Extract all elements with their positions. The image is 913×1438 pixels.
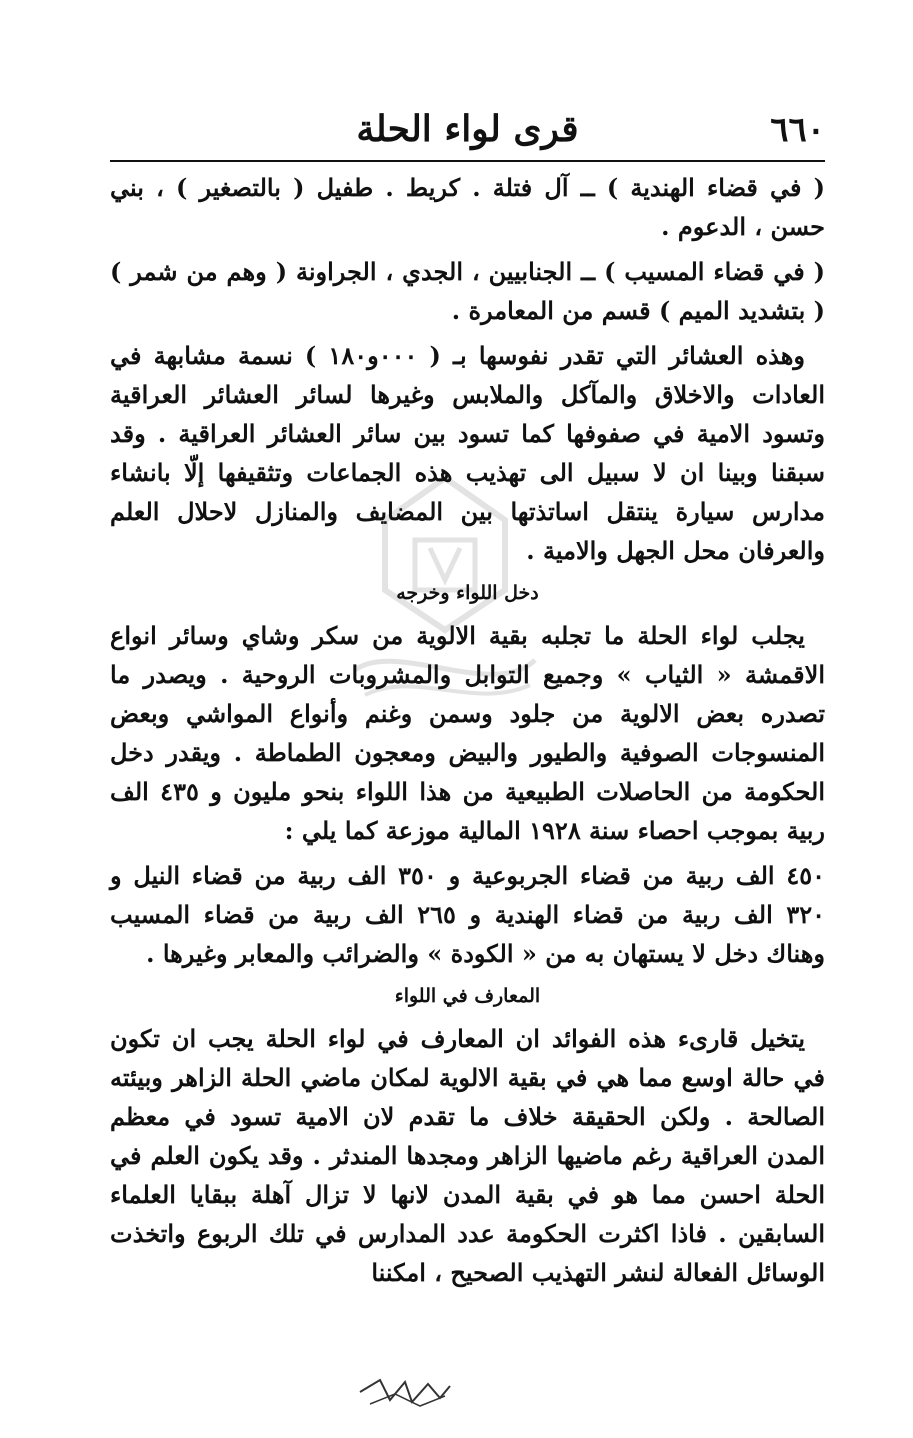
paragraph-tribes: وهذه العشائر التي تقدر نفوسها بـ ( ٠٠٠و١٨٠ ) نسمة مشابهة في العادات والاخلاق والمآكل والملابس وغيرها لسائر العشائر العراقية وتسود الامية في صفوفها كما تسود بين سائر العشائر العراقية . وقد سبقنا وبينا ان لا سبيل الى تهذيب هذه الجماعات وتثقيفها إلّا بانشاء مدارس سيارة ينتقل اساتذتها بين المضايف والمنازل لاحلال العلم والعرفان محل الجهل والامية .	[110, 341, 825, 565]
running-title: قرى لواء الحلة	[356, 108, 579, 150]
header-rule	[110, 160, 825, 162]
section-heading-income: دخل اللواء وخرجه	[396, 582, 539, 604]
page-number: ٦٦٠	[770, 110, 825, 150]
paragraph-revenue-breakdown: ٤٥٠ الف ربية من قضاء الجربوعية و ٣٥٠ الف ربية من قضاء النيل و ٣٢٠ الف ربية من قضاء الهندية و ٢٦٥ الف ربية من قضاء المسيب وهناك دخل لا يستهان به من « الكودة » والضرائب والمعابر وغيرها .	[110, 861, 826, 968]
stamp-mark	[350, 1372, 460, 1412]
paragraph-musayyib: ( في قضاء المسيب ) ــ الجنابيين ، الجدي ، الجراونة ( وهم من شمر ) ( بتشديد الميم ) قسم من المعامرة .	[110, 257, 825, 325]
paragraph-imports-exports: يجلب لواء الحلة ما تجلبه بقية الالوية من سكر وشاي وسائر انواع الاقمشة « الثياب » وجميع التوابل والمشروبات الروحية . ويصدر ما تصدره بعض الالوية من جلود وسمن وغنم وأنواع المواشي وبعض المنسوجات الصوفية والطيور والبيض ومعجون الطماطة . ويقدر دخل الحكومة من الحاصلات الطبيعية من هذا اللواء بنحو مليون و ٤٣٥ الف ربية بموجب احصاء سنة ١٩٢٨ المالية موزعة كما يلي :	[110, 621, 825, 845]
page-header	[110, 104, 825, 154]
page-body	[110, 168, 825, 1298]
paragraph-education: يتخيل قارىء هذه الفوائد ان المعارف في لواء الحلة يجب ان تكون في حالة اوسع مما هي في بقية الالوية لمكان ماضي الحلة الزاهر وبيئته الصالحة . ولكن الحقيقة خلاف ما تقدم لان الامية تسود في معظم المدن العراقية رغم ماضيها الزاهر ومجدها المندثر . وقد يكون العلم في الحلة احسن مما هو في بقية المدن لانها لا تزال آهلة ببقايا العلماء السابقين . فاذا اكثرت الحكومة عدد المدارس في تلك الربوع واتخذت الوسائل الفعالة لنشر التهذيب الصحيح ، امكننا	[110, 1024, 825, 1287]
section-heading-education: المعارف في اللواء	[394, 985, 541, 1007]
paragraph-hindiya: ( في قضاء الهندية ) ــ آل فتلة . كريط . طفيل ( بالتصغير ) ، بني حسن ، الدعوم .	[110, 173, 825, 241]
